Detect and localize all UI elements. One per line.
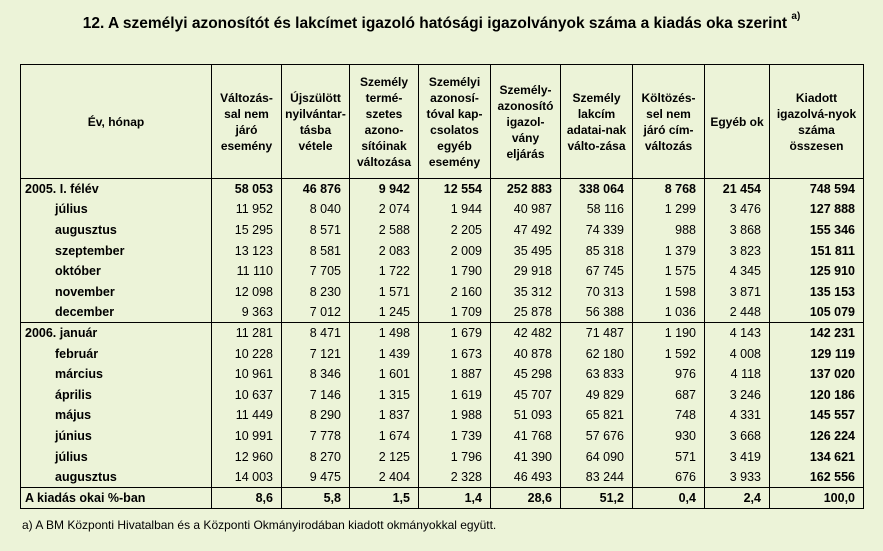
- total-cell: 129 119: [770, 343, 864, 364]
- value-cell: 8 346: [282, 364, 350, 385]
- value-cell: 8 230: [282, 281, 350, 302]
- value-cell: 10 991: [212, 426, 282, 447]
- value-cell: 7 146: [282, 384, 350, 405]
- value-cell: 10 961: [212, 364, 282, 385]
- row-label: június: [21, 426, 212, 447]
- value-cell: 62 180: [561, 343, 633, 364]
- value-cell: 2 448: [705, 302, 770, 323]
- percent-row: [21, 487, 864, 508]
- table-row: [21, 281, 864, 302]
- value-cell: 1 299: [633, 199, 705, 220]
- percent-cell: 51,2: [561, 487, 633, 508]
- value-cell: 45 707: [491, 384, 561, 405]
- value-cell: 1 722: [350, 261, 419, 282]
- table-row: [21, 426, 864, 447]
- row-label: május: [21, 405, 212, 426]
- table-row: [21, 199, 864, 220]
- row-label: augusztus: [21, 220, 212, 241]
- total-cell: 127 888: [770, 199, 864, 220]
- value-cell: 676: [633, 467, 705, 488]
- title-footnote-mark: a): [791, 11, 801, 22]
- value-cell: 58 116: [561, 199, 633, 220]
- value-cell: 1 673: [419, 343, 491, 364]
- value-cell: 1 571: [350, 281, 419, 302]
- value-cell: 1 598: [633, 281, 705, 302]
- table-row: [21, 343, 864, 364]
- value-cell: 12 554: [419, 179, 491, 200]
- col-header-period: Év, hónap: [21, 65, 212, 179]
- percent-cell: 2,4: [705, 487, 770, 508]
- total-cell: 151 811: [770, 240, 864, 261]
- value-cell: 4 345: [705, 261, 770, 282]
- value-cell: 687: [633, 384, 705, 405]
- col-header-address-change: Személy lakcím adatai-nak válto-zása: [561, 65, 633, 179]
- value-cell: 3 823: [705, 240, 770, 261]
- value-cell: 1 674: [350, 426, 419, 447]
- percent-cell: 0,4: [633, 487, 705, 508]
- value-cell: 8 040: [282, 199, 350, 220]
- value-cell: 21 454: [705, 179, 770, 200]
- total-cell: 748 594: [770, 179, 864, 200]
- value-cell: 1 575: [633, 261, 705, 282]
- value-cell: 41 768: [491, 426, 561, 447]
- value-cell: 3 868: [705, 220, 770, 241]
- header-row: [21, 65, 864, 179]
- value-cell: 3 476: [705, 199, 770, 220]
- value-cell: 3 419: [705, 446, 770, 467]
- value-cell: 252 883: [491, 179, 561, 200]
- value-cell: 1 036: [633, 302, 705, 323]
- value-cell: 11 110: [212, 261, 282, 282]
- percent-cell: 1,5: [350, 487, 419, 508]
- value-cell: 74 339: [561, 220, 633, 241]
- table-row: [21, 364, 864, 385]
- row-label: 2005. I. félév: [21, 179, 212, 200]
- value-cell: 11 449: [212, 405, 282, 426]
- value-cell: 46 876: [282, 179, 350, 200]
- value-cell: 1 439: [350, 343, 419, 364]
- value-cell: 29 918: [491, 261, 561, 282]
- percent-cell: 28,6: [491, 487, 561, 508]
- value-cell: 11 281: [212, 323, 282, 344]
- value-cell: 65 821: [561, 405, 633, 426]
- value-cell: 41 390: [491, 446, 561, 467]
- value-cell: 1 498: [350, 323, 419, 344]
- value-cell: 748: [633, 405, 705, 426]
- value-cell: 1 944: [419, 199, 491, 220]
- value-cell: 7 778: [282, 426, 350, 447]
- value-cell: 8 571: [282, 220, 350, 241]
- value-cell: 58 053: [212, 179, 282, 200]
- value-cell: 7 121: [282, 343, 350, 364]
- row-label: 2006. január: [21, 323, 212, 344]
- total-cell: 120 186: [770, 384, 864, 405]
- value-cell: 42 482: [491, 323, 561, 344]
- footnote: a) A BM Központi Hivatalban és a Központi Okmányirodában kiadott okmányokkal együtt.: [22, 518, 497, 532]
- row-label: november: [21, 281, 212, 302]
- table-row: [21, 405, 864, 426]
- value-cell: 12 960: [212, 446, 282, 467]
- value-cell: 70 313: [561, 281, 633, 302]
- value-cell: 49 829: [561, 384, 633, 405]
- table-row: [21, 261, 864, 282]
- value-cell: 1 837: [350, 405, 419, 426]
- value-cell: 57 676: [561, 426, 633, 447]
- value-cell: 25 878: [491, 302, 561, 323]
- percent-row-label: A kiadás okai %-ban: [21, 487, 212, 508]
- total-cell: 145 557: [770, 405, 864, 426]
- value-cell: 10 637: [212, 384, 282, 405]
- col-header-natural-id-change: Személy termé-szetes azono-sítóinak változása: [350, 65, 419, 179]
- total-cell: 137 020: [770, 364, 864, 385]
- percent-cell: 1,4: [419, 487, 491, 508]
- value-cell: 4 118: [705, 364, 770, 385]
- value-cell: 9 942: [350, 179, 419, 200]
- table-row: [21, 302, 864, 323]
- value-cell: 3 246: [705, 384, 770, 405]
- value-cell: 12 098: [212, 281, 282, 302]
- row-label: február: [21, 343, 212, 364]
- percent-cell: 8,6: [212, 487, 282, 508]
- value-cell: 46 493: [491, 467, 561, 488]
- percent-cell: 100,0: [770, 487, 864, 508]
- value-cell: 14 003: [212, 467, 282, 488]
- percent-cell: 5,8: [282, 487, 350, 508]
- table-row: [21, 446, 864, 467]
- row-label: július: [21, 446, 212, 467]
- total-cell: 155 346: [770, 220, 864, 241]
- value-cell: 1 601: [350, 364, 419, 385]
- row-label: december: [21, 302, 212, 323]
- row-label: augusztus: [21, 467, 212, 488]
- table-row: [21, 240, 864, 261]
- row-label: április: [21, 384, 212, 405]
- value-cell: 4 008: [705, 343, 770, 364]
- total-cell: 126 224: [770, 426, 864, 447]
- value-cell: 976: [633, 364, 705, 385]
- row-label: szeptember: [21, 240, 212, 261]
- value-cell: 7 012: [282, 302, 350, 323]
- col-header-address-no-move: Költözés-sel nem járó cím-változás: [633, 65, 705, 179]
- value-cell: 56 388: [561, 302, 633, 323]
- value-cell: 2 074: [350, 199, 419, 220]
- value-cell: 1 709: [419, 302, 491, 323]
- total-cell: 134 621: [770, 446, 864, 467]
- value-cell: 2 160: [419, 281, 491, 302]
- value-cell: 40 987: [491, 199, 561, 220]
- value-cell: 1 739: [419, 426, 491, 447]
- value-cell: 83 244: [561, 467, 633, 488]
- total-cell: 135 153: [770, 281, 864, 302]
- table-row: [21, 467, 864, 488]
- col-header-id-card-procedure: Személy-azonosító igazol-vány eljárás: [491, 65, 561, 179]
- col-header-newborn: Újszülött nyilvántar-tásba vétele: [282, 65, 350, 179]
- col-header-total: Kiadott igazolvá-nyok száma összesen: [770, 65, 864, 179]
- table-title-text: 12. A személyi azonosítót és lakcímet igazoló hatósági igazolványok száma a kiadás oka szerint: [82, 15, 788, 33]
- value-cell: 11 952: [212, 199, 282, 220]
- value-cell: 1 790: [419, 261, 491, 282]
- value-cell: 8 270: [282, 446, 350, 467]
- table-title: [0, 11, 883, 33]
- value-cell: 3 933: [705, 467, 770, 488]
- value-cell: 9 475: [282, 467, 350, 488]
- value-cell: 1 619: [419, 384, 491, 405]
- value-cell: 9 363: [212, 302, 282, 323]
- value-cell: 8 768: [633, 179, 705, 200]
- value-cell: 1 988: [419, 405, 491, 426]
- total-cell: 125 910: [770, 261, 864, 282]
- value-cell: 2 009: [419, 240, 491, 261]
- value-cell: 3 871: [705, 281, 770, 302]
- value-cell: 1 592: [633, 343, 705, 364]
- value-cell: 2 404: [350, 467, 419, 488]
- value-cell: 85 318: [561, 240, 633, 261]
- table-row: [21, 323, 864, 344]
- value-cell: 13 123: [212, 240, 282, 261]
- value-cell: 2 328: [419, 467, 491, 488]
- value-cell: 35 495: [491, 240, 561, 261]
- value-cell: 45 298: [491, 364, 561, 385]
- value-cell: 1 379: [633, 240, 705, 261]
- value-cell: 10 228: [212, 343, 282, 364]
- value-cell: 988: [633, 220, 705, 241]
- col-header-no-change: Változás-sal nem járó esemény: [212, 65, 282, 179]
- value-cell: 51 093: [491, 405, 561, 426]
- row-label: március: [21, 364, 212, 385]
- value-cell: 571: [633, 446, 705, 467]
- value-cell: 4 331: [705, 405, 770, 426]
- value-cell: 63 833: [561, 364, 633, 385]
- data-table: [20, 64, 864, 509]
- col-header-other-reason: Egyéb ok: [705, 65, 770, 179]
- value-cell: 3 668: [705, 426, 770, 447]
- row-label: július: [21, 199, 212, 220]
- value-cell: 35 312: [491, 281, 561, 302]
- table-row: [21, 220, 864, 241]
- table-row: [21, 384, 864, 405]
- value-cell: 1 887: [419, 364, 491, 385]
- total-cell: 142 231: [770, 323, 864, 344]
- value-cell: 2 588: [350, 220, 419, 241]
- row-label: október: [21, 261, 212, 282]
- value-cell: 40 878: [491, 343, 561, 364]
- value-cell: 67 745: [561, 261, 633, 282]
- value-cell: 1 190: [633, 323, 705, 344]
- table-row: [21, 179, 864, 200]
- value-cell: 1 245: [350, 302, 419, 323]
- value-cell: 1 796: [419, 446, 491, 467]
- value-cell: 338 064: [561, 179, 633, 200]
- value-cell: 2 125: [350, 446, 419, 467]
- value-cell: 8 290: [282, 405, 350, 426]
- value-cell: 71 487: [561, 323, 633, 344]
- total-cell: 105 079: [770, 302, 864, 323]
- value-cell: 8 471: [282, 323, 350, 344]
- value-cell: 930: [633, 426, 705, 447]
- value-cell: 7 705: [282, 261, 350, 282]
- value-cell: 1 315: [350, 384, 419, 405]
- value-cell: 1 679: [419, 323, 491, 344]
- value-cell: 64 090: [561, 446, 633, 467]
- value-cell: 15 295: [212, 220, 282, 241]
- value-cell: 47 492: [491, 220, 561, 241]
- total-cell: 162 556: [770, 467, 864, 488]
- value-cell: 2 205: [419, 220, 491, 241]
- value-cell: 8 581: [282, 240, 350, 261]
- value-cell: 4 143: [705, 323, 770, 344]
- col-header-other-id-event: Személyi azonosí-tóval kap-csolatos egyéb esemény: [419, 65, 491, 179]
- value-cell: 2 083: [350, 240, 419, 261]
